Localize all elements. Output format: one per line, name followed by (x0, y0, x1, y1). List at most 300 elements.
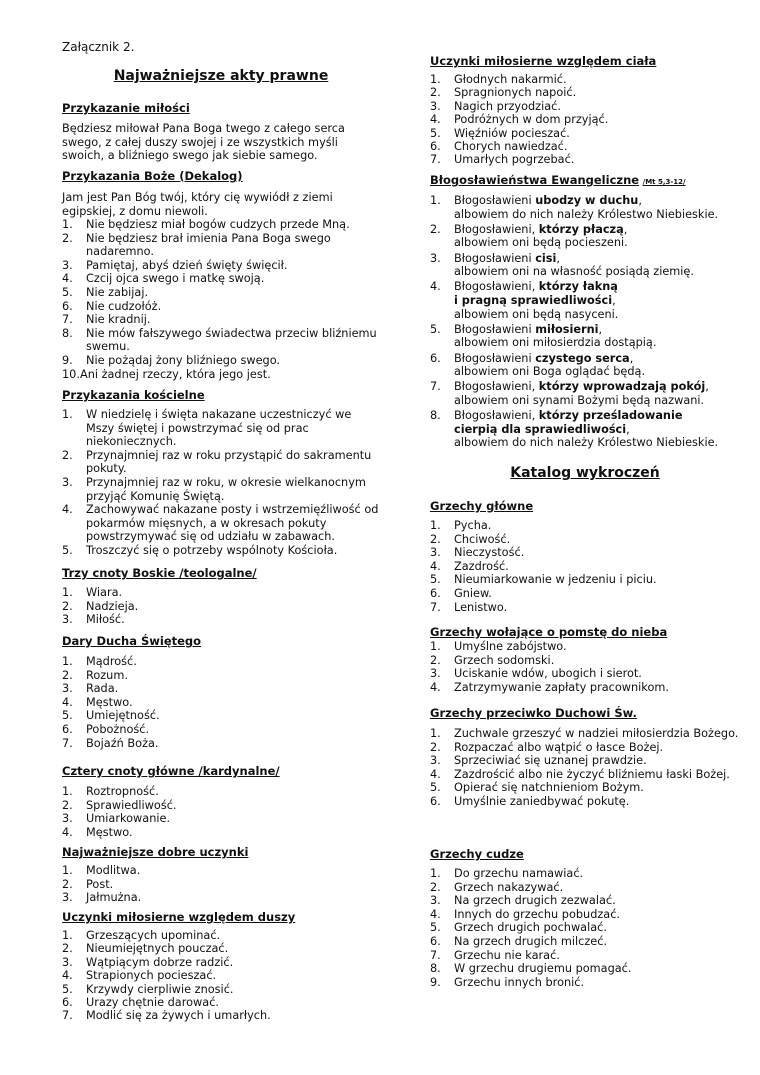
item-text: Nadzieja. (86, 599, 139, 613)
list-item (430, 587, 740, 601)
church-heading: Przykazania kościelne (62, 388, 205, 402)
crying-sins-heading: Grzechy wołające o pomstę do nieba (430, 625, 668, 639)
item-text: W grzechu drugiemu pomagać. (454, 962, 632, 976)
item-number: 4. (430, 907, 441, 921)
list-item (430, 781, 740, 795)
list-item (62, 696, 380, 710)
item-number: 4. (62, 825, 73, 839)
beatitudes-list (430, 194, 740, 451)
item-number: 1. (430, 867, 441, 880)
cardinal-heading: Cztery cnoty główne /kardynalne/ (62, 764, 280, 778)
item-number: 2. (430, 532, 441, 546)
list-item (430, 73, 740, 86)
item-text (454, 252, 740, 279)
list-item (430, 100, 740, 113)
item-text: Nieumiejętnych pouczać. (86, 942, 229, 956)
list-item (430, 86, 740, 99)
list-item (430, 949, 740, 963)
list-item (62, 723, 380, 737)
theological-list (62, 586, 380, 627)
theological-heading: Trzy cnoty Boskie /teologalne/ (62, 566, 257, 580)
item-number: 5. (62, 543, 73, 557)
item-number: 2. (62, 877, 73, 891)
list-item (62, 272, 380, 286)
item-text: Bojaźń Boża. (86, 736, 159, 750)
beatitudes-ref: /Mt 5,3-12/ (642, 178, 686, 186)
list-item (62, 669, 380, 683)
beatitude-lead: Błogosławieni, (454, 222, 539, 236)
item-text: Zuchwale grzeszyć w nadziei miłosierdzia Bożego. (454, 727, 739, 740)
beatitude-reason: albowiem oni miłosierdzia dostąpią. (454, 336, 657, 350)
beatitude-reason: albowiem oni synami Bożymi będą nazwani. (454, 393, 705, 407)
item-number: 1. (62, 785, 73, 798)
gifts-heading: Dary Ducha Świętego (62, 634, 202, 648)
item-number: 2. (430, 653, 441, 667)
item-number: 3. (62, 682, 73, 696)
item-number: 7. (62, 1009, 73, 1023)
item-number: 3. (430, 667, 441, 681)
item-number: 6. (62, 299, 73, 313)
love-heading: Przykazanie miłości (62, 101, 190, 115)
list-item (62, 969, 380, 982)
item-text: Roztropność. (86, 785, 159, 798)
beatitude-comma: , (612, 293, 616, 307)
item-text: Wiara. (86, 586, 123, 599)
list-item (62, 286, 380, 300)
list-item (62, 476, 380, 503)
item-text: Na grzech drugich milczeć. (454, 934, 608, 948)
list-item (62, 586, 380, 600)
item-text: Przynajmniej raz w roku, w okresie wielkanocnym przyjąć Komunię Świętą. (86, 475, 366, 503)
item-text: Wątpiącym dobrze radzić. (86, 955, 234, 969)
item-text: Spragnionych napoić. (454, 86, 577, 100)
item-number: 2. (430, 222, 441, 236)
item-number: 5. (430, 921, 441, 935)
item-number: 2. (62, 798, 73, 812)
item-number: 2. (62, 231, 73, 245)
item-text: Do grzechu namawiać. (454, 867, 584, 880)
list-item (430, 113, 740, 126)
list-item (62, 408, 380, 449)
item-number: 2. (62, 942, 73, 956)
item-number: 3. (430, 546, 441, 560)
list-item (430, 754, 740, 768)
item-text: Uciskanie wdów, ubogich i sierot. (454, 667, 642, 681)
body-mercy-list (430, 73, 740, 167)
beatitude-lead: Błogosławieni (454, 322, 536, 336)
church-list (62, 408, 380, 558)
beatitude-emphasis: miłosierni (535, 322, 599, 336)
item-text: Sprawiedliwość. (86, 798, 177, 812)
main-title: Najważniejsze akty prawne (113, 68, 329, 84)
item-text: Pobożność. (86, 722, 150, 736)
beatitude-comma: , (629, 351, 634, 365)
list-item (430, 867, 740, 881)
list-item (62, 942, 380, 955)
list-item (430, 921, 740, 935)
item-number: 5. (430, 573, 441, 587)
list-item (430, 654, 740, 668)
list-item (62, 354, 380, 368)
beatitude-comma: , (556, 251, 560, 265)
item-text (454, 323, 740, 350)
beatitude-lead: Błogosławieni, (454, 409, 539, 423)
item-text (454, 194, 740, 221)
item-number: 3. (62, 258, 73, 272)
list-item (62, 313, 380, 327)
beatitudes-heading-row (430, 173, 740, 187)
list-item (62, 613, 380, 627)
spirit-sins-list (430, 727, 740, 809)
item-text: Nie zabijaj. (86, 285, 149, 299)
item-text: Nie cudzołóż. (86, 299, 162, 313)
list-item (62, 327, 380, 354)
item-number: 1. (62, 655, 73, 668)
item-number: 4. (62, 695, 73, 709)
item-text: Rozpaczać albo wątpić o łasce Bożej. (454, 740, 664, 754)
decalogue-heading: Przykazania Boże (Dekalog) (62, 169, 243, 183)
item-number: 4. (62, 503, 73, 517)
item-number: 9. (430, 975, 441, 989)
item-number: 1. (62, 408, 73, 421)
list-item (430, 935, 740, 949)
item-text: Zatrzymywanie zapłaty pracownikom. (454, 680, 669, 694)
beatitude-emphasis: czystego serca (535, 351, 630, 365)
catalog-title: Katalog wykroczeń (510, 465, 660, 481)
item-text: Nie będziesz brał imienia Pana Boga swego nadaremno. (86, 231, 331, 259)
item-number: 7. (430, 600, 441, 614)
decalogue-item-10: 10.Ani żadnej rzeczy, która jego jest. (62, 368, 271, 381)
others-sins-list (430, 867, 740, 989)
beatitude-reason: albowiem oni na własność posiądą ziemię. (454, 265, 694, 279)
list-item (62, 655, 380, 669)
item-number: 1. (430, 727, 441, 740)
list-item (62, 600, 380, 614)
item-text: Chciwość. (454, 532, 511, 546)
item-text: Nie pożądaj żony bliźniego swego. (86, 353, 281, 367)
list-item (62, 682, 380, 696)
item-number: 7. (430, 380, 441, 394)
item-text: Umiarkowanie. (86, 812, 171, 826)
list-item (430, 741, 740, 755)
item-number: 3. (62, 891, 73, 905)
list-item (430, 976, 740, 990)
list-item (62, 929, 380, 942)
item-number: 1. (62, 929, 73, 942)
item-text: Modlić się za żywych i umarłych. (86, 1009, 271, 1023)
item-text: Nie mów fałszywego świadectwa przeciw bliźniemu swemu. (86, 326, 377, 354)
item-number: 3. (430, 99, 441, 113)
beatitude-reason: albowiem do nich należy Królestwo Niebieskie. (454, 207, 719, 221)
item-number: 7. (430, 153, 441, 167)
beatitude-comma: , (705, 380, 709, 394)
item-number: 6. (430, 351, 441, 365)
item-text: Gniew. (454, 586, 492, 600)
item-number: 1. (430, 640, 441, 653)
item-number: 8. (430, 409, 441, 423)
item-text: Opierać się natchnieniom Bożym. (454, 781, 644, 795)
item-text: Umarłych pogrzebać. (454, 153, 575, 167)
item-number: 3. (62, 613, 73, 627)
item-number: 5. (62, 982, 73, 996)
item-number: 6. (62, 722, 73, 736)
item-number: 9. (62, 353, 73, 367)
beatitude-emphasis: którzy płaczą (538, 222, 624, 236)
item-text: W niedzielę i święta nakazane uczestniczyć we Mszy świętej i powstrzymać się od prac niekoniecznych. (86, 408, 352, 449)
item-number: 4. (430, 559, 441, 573)
item-number: 4. (430, 280, 441, 294)
beatitude-reason: albowiem oni będą nasyceni. (454, 307, 619, 321)
item-text: Grzechu nie karać. (454, 948, 560, 962)
item-text (454, 223, 740, 250)
list-item (62, 232, 380, 259)
spirit-sins-heading: Grzechy przeciwko Duchowi Św. (430, 706, 637, 720)
beatitude-lead: Błogosławieni, (454, 280, 539, 294)
item-number: 4. (430, 113, 441, 127)
item-text: Pamiętaj, abyś dzień święty święcił. (86, 258, 288, 272)
beatitude-lead: Błogosławieni (454, 351, 536, 365)
item-text: Nagich przyodziać. (454, 99, 561, 113)
item-number: 2. (62, 668, 73, 682)
item-number: 3. (430, 754, 441, 768)
list-item (430, 409, 740, 450)
item-number: 6. (430, 794, 441, 808)
item-number: 1. (62, 586, 73, 599)
list-item (430, 519, 740, 533)
item-text (454, 280, 740, 321)
beatitude-emphasis: którzy łakną (538, 280, 618, 294)
list-item (62, 300, 380, 314)
item-number: 3. (430, 251, 441, 265)
list-item (430, 681, 740, 695)
decalogue-list (62, 218, 380, 368)
item-text: Sprzeciwiać się uznanej prawdzie. (454, 754, 647, 768)
item-text: Więźniów pocieszać. (454, 126, 570, 140)
item-text: Grzech sodomski. (454, 653, 555, 667)
item-number: 1. (62, 864, 73, 877)
list-item (430, 573, 740, 587)
list-item (430, 881, 740, 895)
item-text: Zazdrość. (454, 559, 509, 573)
item-number: 3. (62, 955, 73, 969)
item-text: Głodnych nakarmić. (454, 73, 567, 86)
item-text: Miłość. (86, 613, 125, 627)
item-number: 8. (430, 962, 441, 976)
list-item (62, 983, 380, 996)
item-number: 4. (62, 272, 73, 286)
list-item (430, 153, 740, 166)
list-item (430, 768, 740, 782)
item-text: Jałmużna. (86, 891, 142, 905)
item-number: 1. (430, 73, 441, 86)
item-text: Mądrość. (86, 655, 137, 668)
item-number: 4. (430, 767, 441, 781)
item-number: 2. (430, 86, 441, 100)
item-number: 6. (62, 996, 73, 1010)
list-item (430, 795, 740, 809)
item-number: 6. (430, 934, 441, 948)
item-text: Grzeszących upominać. (86, 929, 221, 942)
item-text: Przynajmniej raz w roku przystąpić do sakramentu pokuty. (86, 448, 372, 476)
good-deeds-list (62, 864, 380, 905)
list-item (430, 223, 740, 250)
decalogue-intro: Jam jest Pan Bóg twój, który cię wywiódł z ziemi egipskiej, z domu niewoli. (62, 191, 333, 218)
item-number: 8. (62, 326, 73, 340)
beatitude-comma: , (598, 322, 603, 336)
list-item (62, 956, 380, 969)
item-text: Nie kradnij. (86, 313, 151, 327)
list-item (62, 1009, 380, 1022)
item-text: Innych do grzechu pobudzać. (454, 907, 621, 921)
list-item (430, 560, 740, 574)
item-text: Umyślnie zaniedbywać pokutę. (454, 794, 630, 808)
beatitude-reason: albowiem do nich należy Królestwo Niebieskie. (454, 436, 719, 450)
beatitude-emphasis: którzy prześladowanie (538, 409, 683, 423)
others-sins-heading: Grzechy cudze (430, 847, 524, 861)
list-item (62, 503, 380, 544)
list-item (62, 799, 380, 813)
crying-sins-list (430, 640, 740, 694)
beatitude-comma: , (623, 222, 628, 236)
item-text: Nie będziesz miał bogów cudzych przede Mną. (86, 218, 350, 231)
item-text (454, 352, 740, 379)
item-text: Pycha. (454, 519, 492, 532)
item-text (454, 409, 740, 450)
list-item (430, 908, 740, 922)
item-number: 4. (62, 969, 73, 983)
list-item (430, 601, 740, 615)
item-number: 6. (430, 140, 441, 154)
item-number: 2. (430, 880, 441, 894)
list-item (62, 709, 380, 723)
list-item (430, 252, 740, 279)
list-item (62, 449, 380, 476)
list-item (430, 640, 740, 654)
list-item (430, 323, 740, 350)
body-mercy-heading: Uczynki miłosierne względem ciała (430, 54, 657, 68)
item-number: 5. (430, 781, 441, 795)
item-text: Nieumiarkowanie w jedzeniu i piciu. (454, 573, 657, 587)
item-number: 5. (62, 709, 73, 723)
list-item (62, 826, 380, 840)
item-text: Męstwo. (86, 825, 133, 839)
item-text: Podróżnych w dom przyjąć. (454, 113, 609, 127)
list-item (62, 218, 380, 232)
item-text: Zachowywać nakazane posty i wstrzemięźliwość od pokarmów mięsnych, a w okresach pokuty powstrzymywać się od udziału w zabawach. (86, 503, 379, 544)
item-number: 2. (430, 740, 441, 754)
list-item (62, 737, 380, 751)
item-number: 7. (62, 313, 73, 327)
list-item (430, 962, 740, 976)
beatitude-reason: albowiem oni Boga oglądać będą. (454, 365, 646, 379)
item-number: 5. (62, 285, 73, 299)
list-item (430, 127, 740, 140)
item-text: Zazdrościć albo nie życzyć bliźniemu łaski Bożej. (454, 767, 730, 781)
item-text: Rozum. (86, 668, 128, 682)
item-text: Modlitwa. (86, 864, 141, 877)
item-text: Rada. (86, 682, 119, 696)
list-item (62, 785, 380, 799)
item-number: 2. (62, 448, 73, 462)
item-text: Umiejętność. (86, 709, 160, 723)
item-text: Krzywdy cierpliwie znosić. (86, 982, 234, 996)
beatitude-reason: albowiem oni będą pocieszeni. (454, 236, 628, 250)
beatitude-lead: Błogosławieni (454, 194, 536, 207)
cardinal-list (62, 785, 380, 839)
list-item (430, 352, 740, 379)
item-number: 1. (62, 218, 73, 231)
beatitude-emphasis-cont: cierpią dla sprawiedliwości (454, 422, 627, 436)
item-number: 5. (430, 322, 441, 336)
list-item (62, 259, 380, 273)
item-number: 7. (430, 948, 441, 962)
item-text: Strapionych pocieszać. (86, 969, 217, 983)
item-text: Grzechu innych bronić. (454, 975, 585, 989)
item-text: Męstwo. (86, 695, 133, 709)
beatitude-emphasis: którzy wprowadzają pokój (538, 380, 706, 394)
list-item (430, 546, 740, 560)
item-text: Urazy chętnie darować. (86, 996, 219, 1010)
item-text: Lenistwo. (454, 600, 508, 614)
list-item (430, 140, 740, 153)
list-item (430, 727, 740, 741)
list-item (62, 864, 380, 878)
list-item (62, 891, 380, 905)
soul-mercy-list (62, 929, 380, 1023)
item-number: 1. (430, 519, 441, 532)
item-number: 6. (430, 586, 441, 600)
capital-sins-heading: Grzechy główne (430, 499, 534, 513)
item-text: Na grzech drugich zezwalać. (454, 894, 616, 908)
attachment-label: Załącznik 2. (62, 40, 135, 54)
list-item (62, 812, 380, 826)
good-deeds-heading: Najważniejsze dobre uczynki (62, 845, 249, 859)
item-number: 3. (62, 812, 73, 826)
item-number: 5. (430, 126, 441, 140)
list-item (62, 878, 380, 892)
love-text: Będziesz miłował Pana Boga twego z całego serca swego, z całej duszy swojej i ze wszystkich myśli swoich, a bliźniego swego jak siebie samego. (62, 122, 345, 163)
item-text: Troszczyć się o potrzeby wspólnoty Kościoła. (86, 543, 338, 557)
item-number: 4. (430, 680, 441, 694)
item-text (454, 380, 740, 407)
beatitude-comma: , (638, 194, 642, 207)
beatitude-comma: , (626, 422, 630, 436)
beatitude-emphasis: ubodzy w duchu (535, 194, 639, 207)
list-item (430, 533, 740, 547)
item-text: Nieczystość. (454, 546, 525, 560)
item-text: Post. (86, 877, 114, 891)
item-number: 3. (62, 475, 73, 489)
item-text: Grzech nakazywać. (454, 880, 564, 894)
list-item (430, 380, 740, 407)
item-text: Grzech drugich pochwalać. (454, 921, 607, 935)
list-item (430, 280, 740, 321)
beatitudes-heading: Błogosławieństwa Ewangeliczne (430, 173, 640, 187)
beatitude-emphasis-cont: i pragną sprawiedliwości (454, 293, 613, 307)
item-number: 2. (62, 599, 73, 613)
item-text: Czcij ojca swego i matkę swoją. (86, 272, 265, 286)
list-item (430, 894, 740, 908)
item-text: Umyślne zabójstwo. (454, 640, 567, 653)
beatitude-emphasis: cisi (535, 251, 557, 265)
list-item (62, 996, 380, 1009)
beatitude-lead: Błogosławieni (454, 251, 536, 265)
item-number: 3. (430, 894, 441, 908)
beatitude-lead: Błogosławieni, (454, 380, 539, 394)
item-number: 7. (62, 736, 73, 750)
capital-sins-list (430, 519, 740, 614)
list-item (430, 667, 740, 681)
